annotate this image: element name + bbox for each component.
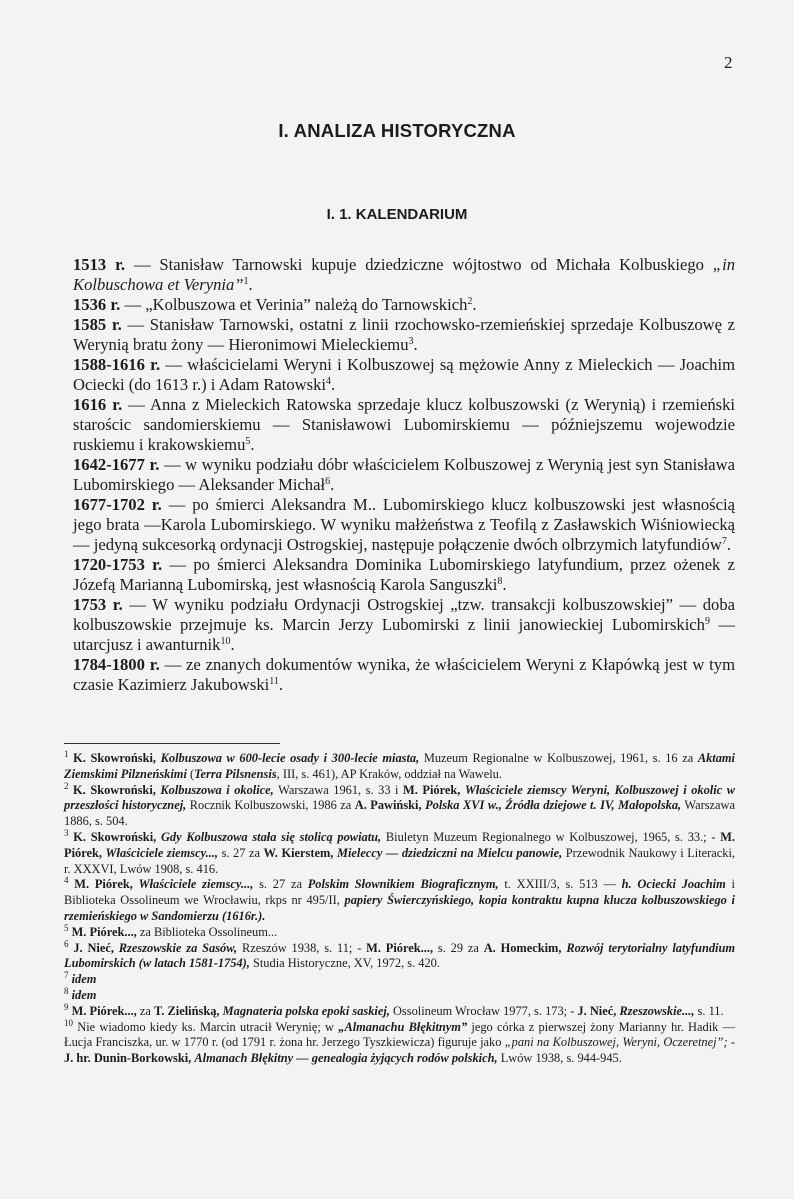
footnote-text: J. Nieć, [577, 1003, 620, 1018]
footnote-ref: 1 [243, 276, 249, 287]
entry-text: — utarcjusz i awanturnik [73, 615, 735, 654]
footnote-text: Biuletyn Muzeum Regionalnego w Kolbuszowej, 1965, s. 33.; - [381, 829, 721, 844]
footnote-text: Warszawa 1961, s. 33 i [273, 782, 404, 797]
entry-date: 1753 r. [73, 595, 123, 614]
footnote-text: J. hr. Dunin-Borkowski, [64, 1051, 195, 1066]
entry-date: 1784-1800 r. [73, 655, 160, 674]
entry-date: 1536 r. [73, 295, 121, 314]
entry-date: 1720-1753 r. [73, 555, 163, 574]
entry-text: . [278, 675, 284, 694]
footnote-number: 7 [64, 970, 69, 981]
footnote-ref: 5 [245, 436, 251, 447]
calendar-entries [73, 255, 735, 695]
entry-text: . [726, 535, 731, 554]
footnote-text: Rocznik Kolbuszowski, 1986 za [186, 798, 355, 813]
footnote-text: Muzeum Regionalne w Kolbuszowej, 1961, s. 16 za [419, 751, 698, 765]
footnote-text: t. XXIII/3, s. 513 — [498, 877, 622, 892]
footnote-text: J. Nieć, [73, 940, 119, 955]
footnote-text: Właściciele ziemscy Weryni, Kolbuszowej i okolic w przeszłości historycznej, [64, 782, 735, 813]
footnote-ref: 4 [326, 376, 332, 387]
footnote-text: M. Piórek, [403, 782, 465, 797]
footnote [64, 1001, 735, 1020]
footnote [64, 922, 735, 941]
footnote [64, 1017, 736, 1067]
footnote-text: Rzeszowskie..., [619, 1003, 695, 1018]
footnote-text: A. Homeckim, [483, 940, 567, 955]
footnote-number: 4 [64, 875, 69, 886]
footnote-text: „pani na Kolbuszowej, Weryni, Oczeretnej”; [504, 1035, 728, 1050]
calendar-entry [73, 355, 735, 395]
entry-text: — W wyniku podziału Ordynacji Ostrogskiej „tzw. transakcji kolbuszowskiej” — doba kolbuszowskie przejmuje ks. Marcin Jerzy Lubomirski z linii janowieckiej Lubomirskich [73, 595, 735, 634]
footnote-text: Gdy Kolbuszowa stała się stolicą powiatu, [160, 829, 382, 844]
chapter-heading: I. ANALIZA HISTORYCZNA [278, 120, 516, 141]
footnote-ref: 6 [325, 476, 331, 487]
footnote-text: jego córka z pierwszej żony Marianny hr. Hadik — Łucja Franciszka, ur. w 1770 r. (od 1791 r. żona hr. Jerzego Tyszkiewicza) figuruje jako [64, 1019, 735, 1050]
entry-text: — „Kolbuszowa et Verinia” należą do Tarnowskich [120, 295, 468, 314]
footnote-separator [64, 743, 280, 744]
footnote-text: za Biblioteka Ossolineum... [136, 924, 278, 939]
footnote-text: , III, s. 461), AP Kraków, oddział na Wawelu. [276, 766, 502, 781]
entry-text: . [230, 635, 235, 654]
calendar-entry [73, 295, 735, 315]
entry-text: . [331, 375, 336, 394]
footnote-text: Lwów 1938, s. 944-945. [497, 1051, 622, 1066]
footnote [64, 877, 735, 924]
footnote-text: M. Piórek..., [71, 924, 137, 939]
footnote-text: M. Piórek..., [366, 940, 434, 955]
footnote-text: Właściciele ziemscy..., [138, 877, 254, 892]
footnote-number: 3 [64, 827, 69, 838]
calendar-entry [73, 455, 735, 495]
entry-text: . [472, 295, 477, 314]
footnote-text: idem [71, 987, 97, 1002]
entry-text: — ze znanych dokumentów wynika, że właścicielem Weryni z Kłapówką jest w tym czasie Kazimierz Jakubowski [73, 655, 735, 694]
footnote-text: K. Skowroński, [73, 751, 161, 765]
footnote-text: W. Kierstem, [263, 845, 337, 860]
footnote [64, 985, 735, 1004]
footnote-text: ( [186, 766, 195, 781]
footnote-text: Polska XVI w., Źródła dziejowe t. IV, Małopolska, [425, 798, 682, 813]
footnote-text: Mieleccy — dziedziczni na Mielcu panowie, [336, 845, 563, 860]
entry-date: 1642-1677 r. [73, 455, 160, 474]
entry-date: 1588-1616 r. [73, 355, 161, 374]
footnote-text: „Almanachu Błękitnym” [338, 1019, 468, 1034]
footnote-text: K. Skowroński, [73, 782, 161, 797]
footnote-text: Rzeszów 1938, s. 11; - [237, 940, 367, 955]
footnote-text: Właściciele ziemscy..., [105, 845, 219, 860]
calendar-entry [73, 495, 735, 555]
footnote-text: papiery Świerczyńskiego, kopia kontraktu kupna klucza kolbuszowskiego i rzemieńskiego w Sandomierzu (1616r.). [64, 893, 735, 923]
footnote-text: Almanach Błękitny — genealogia żyjących rodów polskich, [194, 1051, 498, 1066]
footnote-text: Rzeszowskie za Sasów, [118, 940, 238, 955]
footnote-number: 5 [64, 922, 69, 933]
entry-text: — po śmierci Aleksandra Dominika Lubomirskiego latyfundium, przez ożenek z Józefą Marianną Lubomirską, jest własnością Karola Sanguszki [73, 555, 736, 594]
footnote-text: Przewodnik Naukowy i Literacki, r. XXXVI, Lwów 1908, s. 416. [64, 845, 736, 876]
footnote-text: Warszawa 1886, s. 504. [64, 798, 735, 829]
entry-text: — Anna z Mieleckich Ratowska sprzedaje klucz kolbuszowski (z Werynią) i rzemieński starościc sandomierskiemu — Stanisławowi Lubomirskiemu — późniejszemu wojewodzie ruskiemu i krakowskiemu [73, 395, 735, 454]
footnote-ref: 3 [408, 336, 414, 347]
footnote-text: Nie wiadomo kiedy ks. Marcin utracił Werynię; w [77, 1019, 339, 1034]
footnote-number: 6 [64, 938, 69, 949]
footnote-ref: 11 [269, 676, 279, 687]
entry-date: 1616 r. [73, 395, 123, 414]
footnote-text: s. 27 za [218, 845, 264, 860]
footnote-ref: 8 [497, 576, 503, 587]
footnote-text: Kolbuszowa w 600-lecie osady i 300-lecie miasta, [160, 751, 420, 765]
footnote-ref: 9 [704, 616, 710, 627]
calendar-entry [73, 655, 735, 695]
footnote-number: 10 [64, 1017, 73, 1028]
footnote-text: Magnateria polska epoki saskiej, [222, 1003, 390, 1018]
footnote-text: M. Piórek, [74, 877, 139, 892]
entry-text: — właścicielami Weryni i Kolbuszowej są mężowie Anny z Mieleckich — Joachim Ociecki (do 1613 r.) i Adam Ratowski [73, 355, 735, 394]
footnote-text: idem [71, 972, 97, 987]
calendar-entry [73, 555, 735, 595]
section-heading: I. 1. KALENDARIUM [326, 206, 468, 223]
footnote-number: 2 [64, 780, 69, 791]
calendar-entry [73, 255, 735, 295]
entry-text: — po śmierci Aleksandra M.. Lubomirskiego klucz kolbuszowski jest własnością jego brata —Karola Lubomirskiego. W wyniku małżeństwa z Teofilą z Zasławskich Wiśniowiecką — jedyną sukcesorką ordynacji Ostrogskiej, następuje połączenie dwóch olbrzymich latyfundiów [73, 495, 735, 554]
footnote-text: A. Pawiński, [354, 798, 426, 813]
footnote-text: s. 11. [694, 1003, 724, 1018]
page-number: 2 [724, 53, 733, 72]
footnote-text: Rozwój terytorialny latyfundium Lubomirskich (w latach 1581-1754), [64, 940, 736, 971]
footnote-number: 8 [64, 985, 69, 996]
footnote [64, 827, 736, 877]
footnote-ref: 7 [721, 536, 727, 547]
footnote-text: Aktami Ziemskimi Pilzneńskimi [64, 751, 735, 781]
footnote-text: M. Piórek, [64, 829, 735, 860]
footnote-text: Studia Historyczne, XV, 1972, s. 420. [249, 956, 440, 971]
entry-text: . [250, 435, 255, 454]
footnote-ref: 10 [220, 636, 231, 647]
entry-date: 1513 r. [73, 255, 126, 274]
footnote-text: Kolbuszowa i okolice, [160, 782, 274, 797]
footnote-text: Polskim Słownikiem Biograficznym, [307, 877, 499, 892]
entry-text: . [413, 335, 418, 354]
footnote [64, 938, 736, 973]
footnote-text: M. Piórek..., [71, 1003, 137, 1018]
entry-text: — w wyniku podziału dóbr właścicielem Kolbuszowej z Werynią jest syn Stanisława Lubomirskiego — Aleksander Michał [73, 455, 736, 494]
footnote [64, 972, 735, 988]
footnote-text: Ossolineum Wrocław 1977, s. 173; - [389, 1003, 578, 1018]
calendar-entry [73, 395, 735, 455]
footnote-text: Terra Pilsnensis [194, 766, 277, 781]
footnote-number: 9 [64, 1001, 69, 1012]
entry-text: — Stanisław Tarnowski kupuje dziedziczne wójtostwo od Michała Kolbuskiego [125, 255, 713, 274]
footnote-text: - [727, 1035, 736, 1050]
footnote-text: s. 29 za [433, 940, 484, 955]
footnote-text: T. Zielińską, [153, 1003, 223, 1018]
footnote-text: i Biblioteka Ossolineum we Wrocławiu, rkps nr 495/II, [64, 877, 735, 908]
calendar-entry [73, 315, 735, 355]
footnote-text: K. Skowroński, [73, 829, 161, 844]
footnote-number: 1 [64, 749, 69, 759]
entry-quote: „in Kolbuschowa et Verynia” [73, 255, 735, 294]
footnote-text: s. 27 za [253, 877, 308, 892]
entry-date: 1585 r. [73, 315, 122, 334]
entry-text: . [502, 575, 507, 594]
footnote-text: h. Ociecki Joachim [621, 877, 726, 892]
entry-text: — Stanisław Tarnowski, ostatni z linii rzochowsko-rzemieńskiej sprzedaje Kolbuszowę z Werynią bratu żony — Hieronimowi Mieleckiemu [73, 315, 735, 354]
entry-text: . [248, 275, 253, 294]
footnote-ref: 2 [467, 296, 473, 307]
footnotes [64, 751, 735, 1067]
calendar-entry [73, 595, 735, 655]
footnote-text: za [136, 1003, 154, 1018]
footnote [64, 751, 735, 783]
entry-date: 1677-1702 r. [73, 495, 162, 514]
footnote [64, 780, 735, 830]
entry-text: . [330, 475, 335, 494]
